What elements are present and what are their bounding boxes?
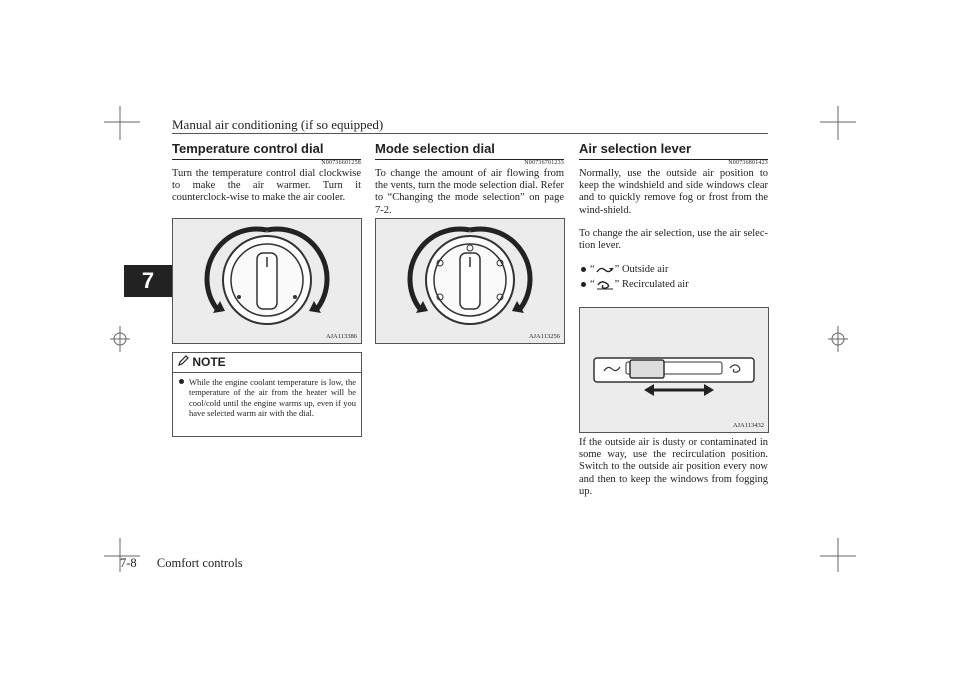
header-rule xyxy=(172,133,768,134)
mode-dial-figure xyxy=(375,218,565,344)
recirculated-air-icon xyxy=(595,280,615,290)
bullet-icon xyxy=(581,267,586,272)
page-footer xyxy=(120,556,243,571)
air-heading: Air selection lever xyxy=(579,141,768,160)
temperature-code: N00736601258 xyxy=(321,160,361,166)
list-item-outside-air: “ ” Outside air xyxy=(581,264,668,275)
note-text: While the engine coolant temperature is low, the temperature of the air from the heater will be cool/cold until the engine warms up, even if you have selected warm air with the dial. xyxy=(189,377,356,419)
air-body-2: To change the air selection, use the air selec-tion lever. xyxy=(579,228,768,252)
temperature-dial-icon xyxy=(173,219,361,343)
mode-code: N00736701233 xyxy=(524,160,564,166)
temperature-heading: Temperature control dial xyxy=(172,141,361,160)
page-number: 7-8 xyxy=(120,556,137,570)
mode-body: To change the amount of air flowing from the vents, turn the mode selection dial. Refer to “Changing the mode selection” on page 7-2. xyxy=(375,168,564,216)
chapter-tab: 7 xyxy=(124,265,172,297)
air-lever-icon xyxy=(580,308,768,432)
temperature-body: Turn the temperature control dial clockwise to make the air warmer. Turn it counterclock-wise to make the air cooler. xyxy=(172,168,361,204)
air-figure-label: AJA113432 xyxy=(732,422,764,429)
mode-dial-icon xyxy=(376,219,564,343)
temperature-figure-label: AJA113386 xyxy=(325,333,357,340)
note-bullet-icon xyxy=(179,379,184,384)
page-header-title: Manual air conditioning (if so equipped) xyxy=(172,117,384,132)
air-body-3: If the outside air is dusty or contaminated in some way, use the recirculation position. Switch to the outside air position every now and then to keep the windows from fogging up. xyxy=(579,437,768,497)
air-lever-figure xyxy=(579,307,769,433)
mode-figure-label: AJA113256 xyxy=(528,333,560,340)
note-pencil-icon xyxy=(177,355,189,367)
note-header xyxy=(173,353,361,373)
air-code: N00736801423 xyxy=(728,160,768,166)
mode-heading: Mode selection dial xyxy=(375,141,564,160)
air-body-1: Normally, use the outside air position to keep the windshield and side windows clear and to quickly remove fog or frost from the wind-shield. xyxy=(579,168,768,216)
note-box xyxy=(172,352,362,437)
temperature-dial-figure xyxy=(172,218,362,344)
list-item-recirculated-air: “ ” Recirculated air xyxy=(581,279,689,290)
outside-air-icon xyxy=(595,265,615,275)
bullet-icon xyxy=(581,282,586,287)
footer-section: Comfort controls xyxy=(156,556,243,570)
note-label: NOTE xyxy=(192,355,226,369)
